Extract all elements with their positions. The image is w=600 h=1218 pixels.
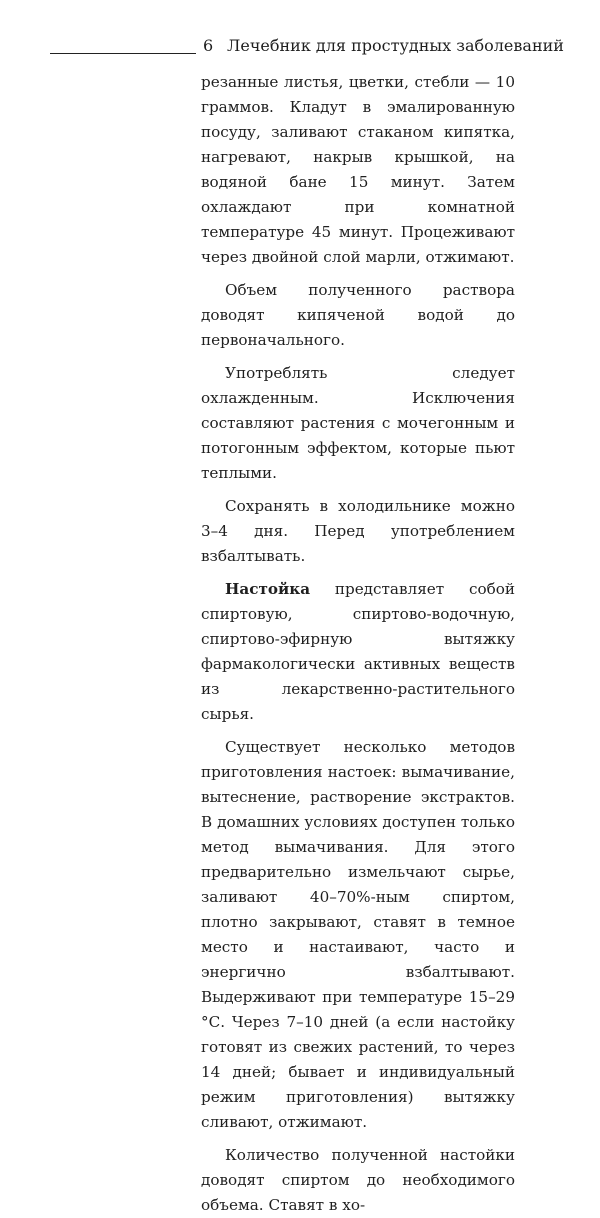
paragraph: Существует несколько методов приготовления настоек: вымачивание, вытеснение, растворение экстрактов. В домашних условиях доступен только метод вымачивания. Для этого предварительно измельчают сырье, заливают 40–70%-ным спиртом, плотно закрывают, ставят в темное место и настаивают, часто и энергично взбалтывают. Выдерживают при температуре 15–29 °С. Через 7–10 дней (а если настойку готовят из свежих растений, то через 14 дней; бывает и индивидуальный режим приготовления) вытяжку сливают, отжимают. [201,738,515,1131]
running-title: Лечебник для простудных заболеваний [227,36,564,55]
paragraph: Количество полученной настойки доводят спиртом до необходимого объема. Ставят в хо- [201,1146,515,1214]
paragraph: Употреблять следует охлажденным. Исключения составляют растения с мочегонным и потогонным эффектом, которые пьют теплыми. [201,364,515,482]
paragraph: Сохранять в холодильнике можно 3–4 дня. Перед употреблением взбалтывать. [201,497,515,565]
header-rule [50,53,196,54]
paragraph: Объем полученного раствора доводят кипяченой водой до первоначального. [201,281,515,349]
paragraph-continuation: резанные листья, цветки, стебли — 10 граммов. Кладут в эмалированную посуду, заливают стаканом кипятка, нагревают, накрыв крышкой, на водяной бане 15 минут. Затем охлаждают при комнатной температуре 45 минут. Процеживают через двойной слой марли, отжимают. [201,73,515,266]
paragraph-definition [201,577,515,727]
defined-term: Настойка [225,580,311,598]
page-body [201,70,515,1218]
page-number: 6 [203,36,214,55]
page-header [0,0,600,60]
definition-text: представляет собой спиртовую, спиртово-водочную, спиртово-эфирную вытяжку фармакологически активных веществ из лекарственно-растительного сырья. [201,580,515,723]
